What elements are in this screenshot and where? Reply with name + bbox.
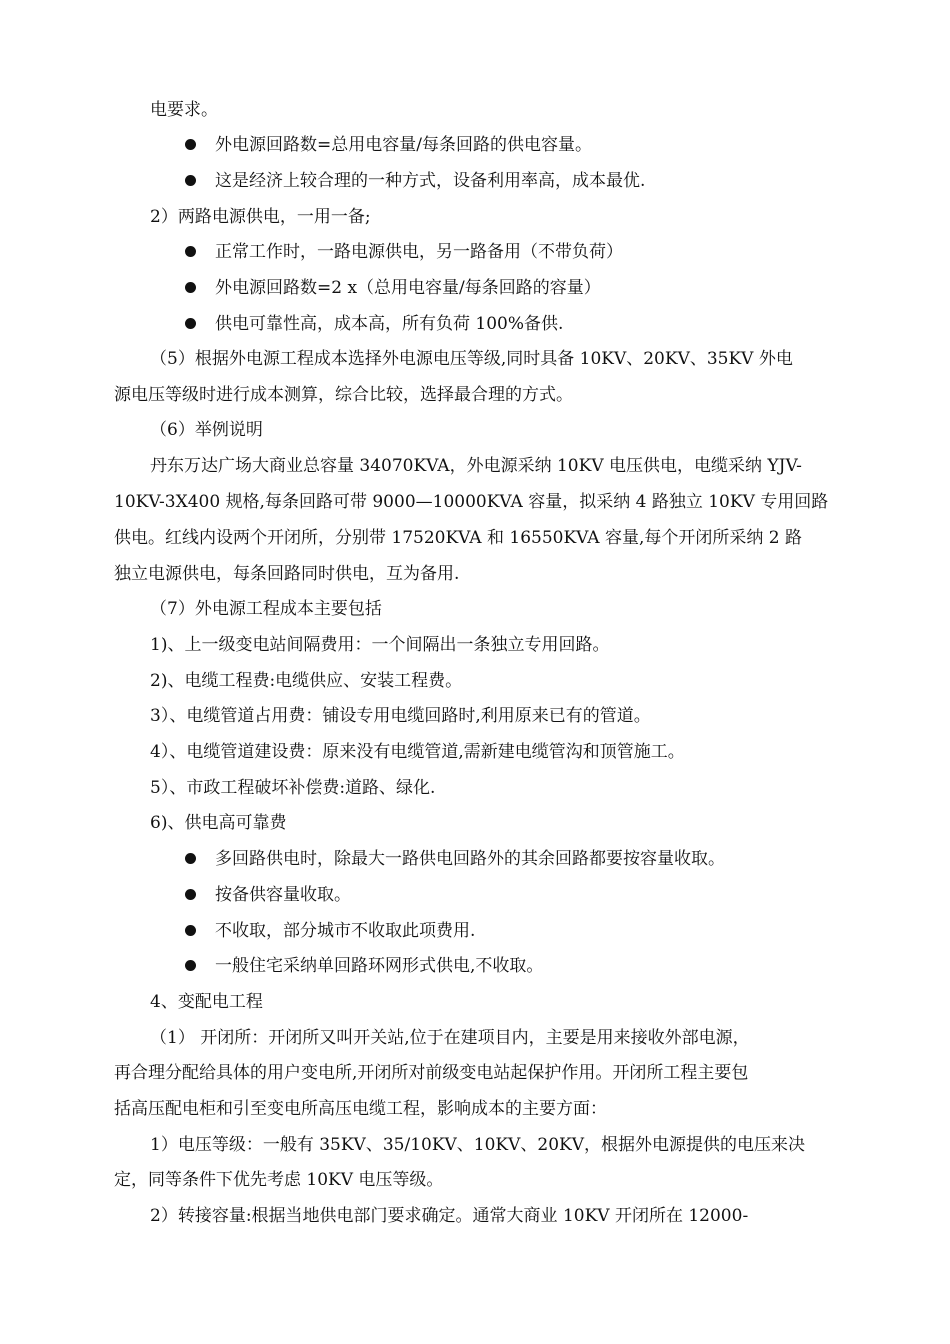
- paragraph-line: 丹东万达广场大商业总容量 34070KVA，外电源采纳 10KV 电压供电，电缆采纳 YJV-: [150, 456, 802, 476]
- bullet-dot-icon: [185, 139, 196, 150]
- bullet-item: 供电可靠性高，成本高，所有负荷 100%备供.: [215, 314, 564, 334]
- paragraph-line: 供电。红线内设两个开闭所，分别带 17520KVA 和 16550KVA 容量,每个开闭所采纳 2 路: [114, 528, 803, 548]
- list-item: 1)、上一级变电站间隔费用：一个间隔出一条独立专用回路。: [150, 635, 610, 655]
- paragraph-line: 括高压配电柜和引至变电所高压电缆工程，影响成本的主要方面：: [114, 1099, 607, 1119]
- bullet-item: 正常工作时，一路电源供电，另一路备用（不带负荷）: [215, 242, 623, 262]
- bullet-item: 不收取，部分城市不收取此项费用.: [215, 921, 476, 941]
- bullet-item: 按备供容量收取。: [215, 885, 351, 905]
- bullet-dot-icon: [185, 318, 196, 329]
- bullet-item: 外电源回路数=总用电容量/每条回路的供电容量。: [215, 135, 592, 155]
- paragraph-line: 源电压等级时进行成本测算，综合比较，选择最合理的方式。: [114, 385, 573, 405]
- paragraph-line: 再合理分配给具体的用户变电所,开闭所对前级变电站起保护作用。开闭所工程主要包: [114, 1063, 749, 1083]
- text-line: 2）两路电源供电，一用一备;: [150, 207, 371, 227]
- bullet-dot-icon: [185, 925, 196, 936]
- bullet-dot-icon: [185, 889, 196, 900]
- bullet-dot-icon: [185, 960, 196, 971]
- section-heading: （6）举例说明: [150, 420, 263, 440]
- list-item: 3）、电缆管道占用费：铺设专用电缆回路时,利用原来已有的管道。: [150, 706, 651, 726]
- bullet-dot-icon: [185, 246, 196, 257]
- paragraph-line: （5）根据外电源工程成本选择外电源电压等级,同时具备 10KV、20KV、35KV 外电: [150, 349, 793, 369]
- bullet-dot-icon: [185, 282, 196, 293]
- bullet-item: 这是经济上较合理的一种方式，设备利用率高，成本最优.: [215, 171, 646, 191]
- list-item: 6)、供电高可靠费: [150, 813, 287, 833]
- paragraph-line: 2）转接容量:根据当地供电部门要求确定。通常大商业 10KV 开闭所在 12000-: [150, 1206, 749, 1226]
- bullet-item: 一般住宅采纳单回路环网形式供电,不收取。: [215, 956, 544, 976]
- list-item: 4）、电缆管道建设费：原来没有电缆管道,需新建电缆管沟和顶管施工。: [150, 742, 685, 762]
- section-heading: 4、变配电工程: [150, 992, 263, 1012]
- bullet-item: 外电源回路数=2 x（总用电容量/每条回路的容量）: [215, 278, 601, 298]
- bullet-dot-icon: [185, 175, 196, 186]
- list-item: 2)、电缆工程费:电缆供应、安装工程费。: [150, 671, 463, 691]
- paragraph-line: 10KV-3X400 规格,每条回路可带 9000—10000KVA 容量，拟采纳 4 路独立 10KV 专用回路: [114, 492, 829, 512]
- list-item: 5）、市政工程破坏补偿费:道路、绿化.: [150, 778, 436, 798]
- text-line: 电要求。: [150, 100, 218, 120]
- bullet-item: 多回路供电时，除最大一路供电回路外的其余回路都要按容量收取。: [215, 849, 725, 869]
- paragraph-line: 独立电源供电，每条回路同时供电，互为备用.: [114, 564, 460, 584]
- paragraph-line: 定，同等条件下优先考虑 10KV 电压等级。: [114, 1170, 444, 1190]
- bullet-dot-icon: [185, 853, 196, 864]
- section-heading: （7）外电源工程成本主要包括: [150, 599, 382, 619]
- paragraph-line: 1）电压等级：一般有 35KV、35/10KV、10KV、20KV，根据外电源提供的电压来决: [150, 1135, 806, 1155]
- paragraph-line: （1） 开闭所：开闭所又叫开关站,位于在建项目内，主要是用来接收外部电源，: [150, 1028, 750, 1048]
